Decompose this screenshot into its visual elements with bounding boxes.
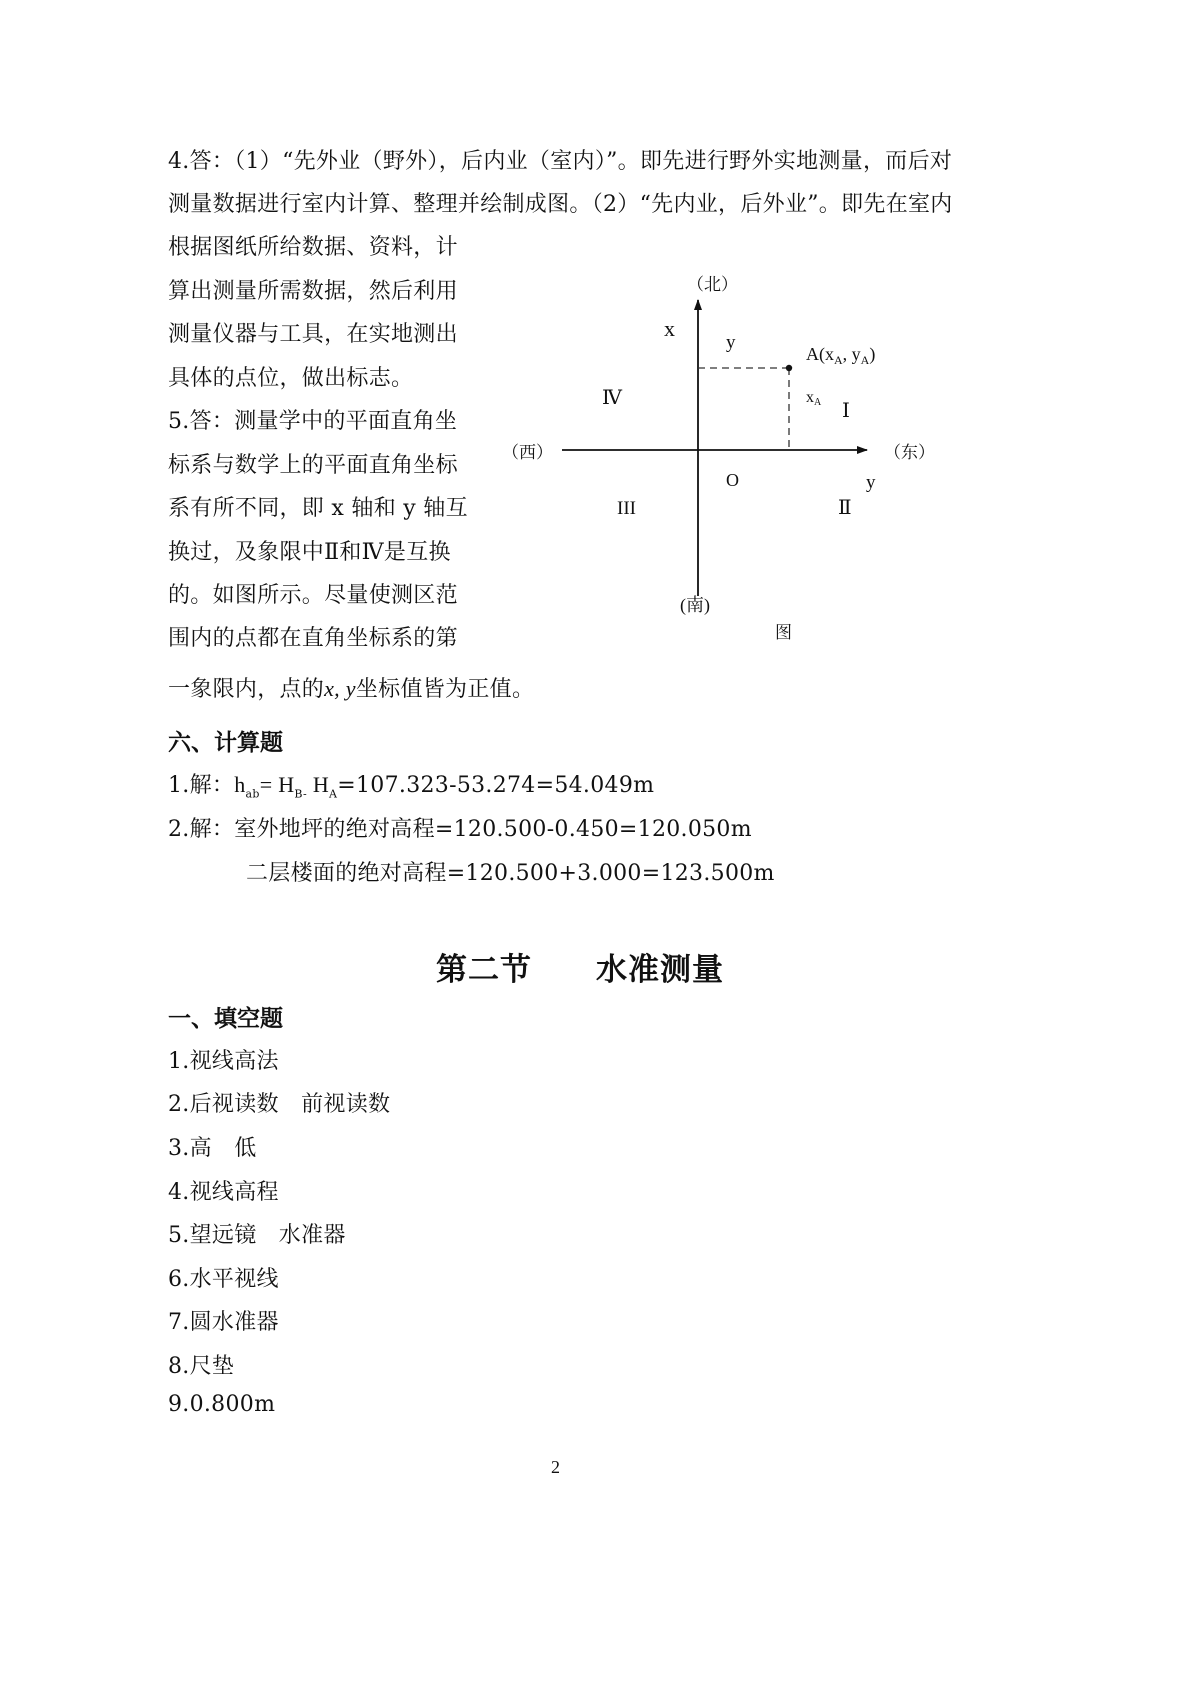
quadrant-2-label: Ⅱ	[838, 497, 852, 519]
answer-5-variables: x, y	[324, 676, 356, 701]
answer-4-line-3: 根据图纸所给数据、资料，计	[168, 235, 458, 260]
calc-1-hb-sub: B-	[294, 787, 308, 801]
list-item: 1.视线高法	[168, 1049, 279, 1074]
section-6-heading: 六、计算题	[168, 730, 283, 756]
answer-5-line-4: 换过，及象限中Ⅱ和Ⅳ是互换	[168, 540, 451, 565]
quadrant-4-label: Ⅳ	[602, 387, 622, 409]
quadrant-3-label: III	[617, 498, 636, 519]
list-item: 4.视线高程	[168, 1180, 279, 1205]
list-item: 9.0.800m	[168, 1392, 276, 1417]
point-a-label-post: )	[869, 344, 876, 364]
list-item: 2.后视读数 前视读数	[168, 1092, 391, 1117]
answer-5-line-5: 的。如图所示。尽量使测区范	[168, 583, 458, 608]
calculation-2-line-2: 二层楼面的绝对高程=120.500+3.000=123.500m	[246, 861, 775, 886]
list-item: 5.望远镜 水准器	[168, 1223, 346, 1248]
list-item: 6.水平视线	[168, 1267, 279, 1292]
origin-label: O	[726, 470, 739, 490]
calc-1-h-sub: ab	[245, 787, 260, 801]
answer-4-line-6: 具体的点位，做出标志。	[168, 366, 414, 391]
answer-5-line-2: 标系与数学上的平面直角坐标	[168, 453, 458, 478]
answer-5-line-7-suffix: 坐标值皆为正值。	[355, 677, 535, 702]
y-distance-label: y	[726, 332, 736, 353]
answer-5-line-7	[168, 672, 534, 703]
answer-5-line-7-prefix: 一象限内，点的	[168, 677, 325, 702]
south-label: (南)	[680, 595, 710, 615]
point-a-label	[806, 344, 875, 367]
point-a-label-pre: A(x	[806, 344, 834, 364]
answer-5-line-1: 5.答：测量学中的平面直角坐	[168, 409, 458, 434]
calculation-1	[168, 768, 654, 800]
coordinate-system-figure	[490, 262, 960, 652]
quadrant-1-label: Ⅰ	[842, 400, 850, 422]
calc-1-h: h	[234, 772, 246, 797]
east-label: （东）	[884, 443, 935, 463]
calc-1-result: =107.323-53.274=54.049m	[337, 773, 655, 798]
point-a-sub-y: A	[860, 353, 870, 367]
y-axis-label: y	[866, 472, 876, 493]
answer-4-line-5: 测量仪器与工具，在实地测出	[168, 322, 458, 347]
xa-distance-label	[806, 389, 822, 408]
xa-sub: A	[814, 397, 822, 408]
list-item: 7.圆水准器	[168, 1310, 279, 1335]
list-item: 3.高 低	[168, 1136, 257, 1161]
page-number: 2	[551, 1457, 560, 1477]
figure-caption: 图	[775, 623, 792, 643]
answer-4-line-1: 4.答：（1）“先外业（野外），后内业（室内）”。即先进行野外实地测量，而后对	[168, 149, 953, 174]
section-title: 第二节 水准测量	[436, 952, 724, 988]
point-a-sub-x: A	[834, 353, 843, 367]
answer-4-line-4: 算出测量所需数据，然后利用	[168, 279, 458, 304]
point-a-label-mid: , y	[842, 344, 861, 364]
list-item: 8.尺垫	[168, 1354, 235, 1379]
point-a-marker	[786, 365, 792, 371]
answer-5-line-3: 系有所不同，即 x 轴和 y 轴互	[168, 496, 468, 521]
x-axis-label: x	[664, 316, 675, 341]
calc-1-ha: H	[307, 772, 330, 797]
xa-label: x	[806, 389, 814, 406]
calc-1-ha-sub: A	[329, 787, 338, 801]
answer-4-line-2: 测量数据进行室内计算、整理并绘制成图。（2）“先内业，后外业”。即先在室内	[168, 192, 953, 217]
calc-1-eq: = H	[259, 772, 295, 797]
fill-blank-heading: 一、填空题	[168, 1006, 283, 1032]
calculation-2-line-1: 2.解：室外地坪的绝对高程=120.500-0.450=120.050m	[168, 817, 752, 842]
north-label: （北）	[687, 275, 738, 295]
answer-5-line-6: 围内的点都在直角坐标系的第	[168, 626, 458, 651]
calc-1-prefix: 1.解：	[168, 773, 235, 798]
west-label: （西）	[502, 443, 553, 463]
